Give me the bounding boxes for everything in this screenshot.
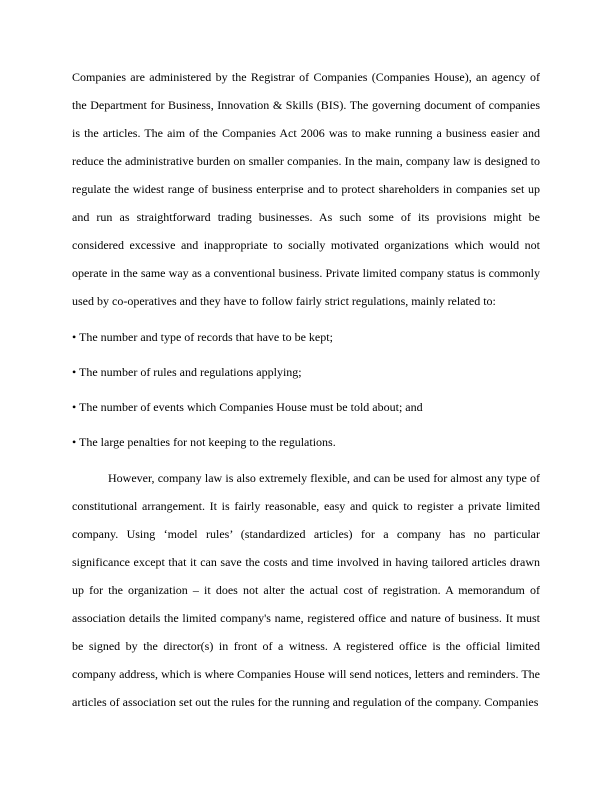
document-body — [72, 63, 540, 716]
list-item-text: The number of events which Companies House must be told about; and — [79, 400, 423, 414]
bullet-icon: • — [72, 400, 77, 414]
list-item-text: The number and type of records that have to be kept; — [79, 330, 333, 344]
bullet-icon: • — [72, 435, 77, 449]
list-item — [72, 358, 540, 386]
regulations-list — [72, 323, 540, 456]
paragraph-company-law-flexibility: However, company law is also extremely flexible, and can be used for almost any type of constitutional arrangement. It is fairly reasonable, easy and quick to register a private limited company. Using ‘model rules’ (standardized articles) for a company has no particular significance except that it can save the costs and time involved in having tailored articles drawn up for the organization – it does not alter the actual cost of registration. A memorandum of association details the limited company's name, registered office and nature of business. It must be signed by the director(s) in front of a witness. A registered office is the official limited company address, which is where Companies House will send notices, letters and reminders. The articles of association set out the rules for the running and regulation of the company. Companies — [72, 471, 540, 709]
list-item-text: The large penalties for not keeping to the regulations. — [79, 435, 336, 449]
paragraph-companies-administration: Companies are administered by the Registrar of Companies (Companies House), an agency of the Department for Business, Innovation & Skills (BIS). The governing document of companies is the articles. The aim of the Companies Act 2006 was to make running a business easier and reduce the administrative burden on smaller companies. In the main, company law is designed to regulate the widest range of business enterprise and to protect shareholders in companies set up and run as straightforward trading businesses. As such some of its provisions might be considered excessive and inappropriate to socially motivated organizations which would not operate in the same way as a conventional business. Private limited company status is commonly used by co-operatives and they have to follow fairly strict regulations, mainly related to: — [72, 70, 540, 308]
bullet-icon: • — [72, 330, 77, 344]
list-item — [72, 393, 540, 421]
list-item — [72, 428, 540, 456]
list-item-text: The number of rules and regulations applying; — [79, 365, 302, 379]
list-item — [72, 323, 540, 351]
bullet-icon: • — [72, 365, 77, 379]
